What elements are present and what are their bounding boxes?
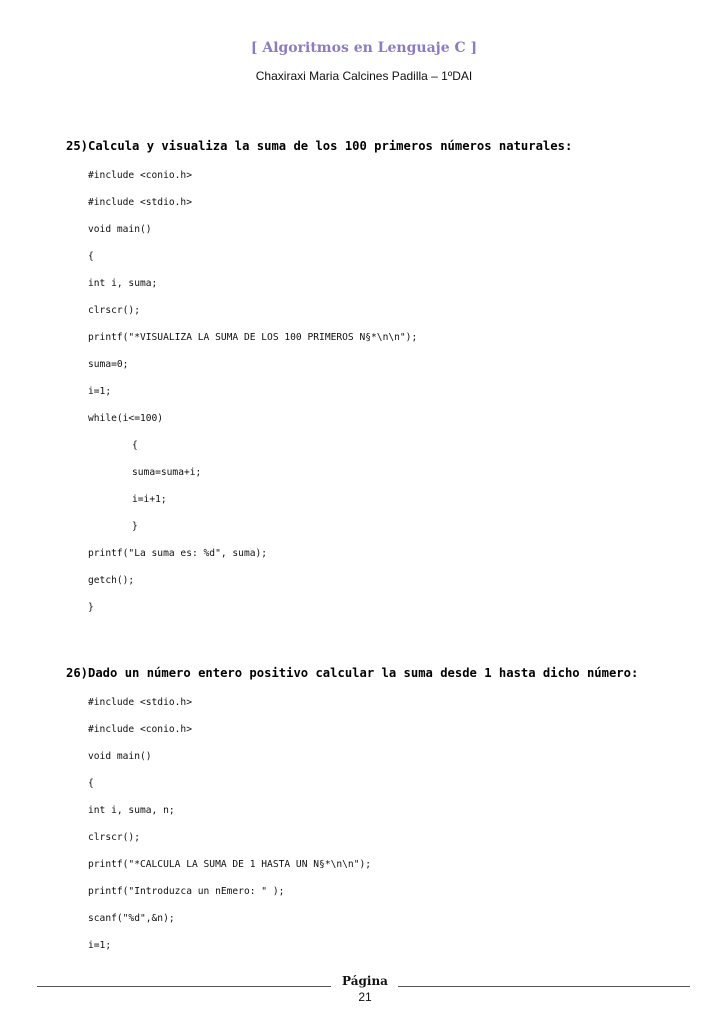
code-line: } — [132, 521, 138, 532]
code-line: while(i<=100) — [88, 413, 164, 424]
code-line: suma=suma+i; — [132, 467, 202, 478]
code-line: #include <stdio.h> — [88, 197, 192, 208]
code-line: { — [88, 778, 94, 789]
footer-page-label: Página — [342, 974, 388, 988]
code-line: suma=0; — [88, 359, 129, 370]
footer-rule-left — [37, 986, 331, 987]
code-line: int i, suma, n; — [88, 805, 175, 816]
code-line: i=1; — [88, 386, 112, 397]
section-title-26: 26)Dado un número entero positivo calcular la suma desde 1 hasta dicho número: — [66, 666, 639, 680]
code-line: #include <conio.h> — [88, 724, 192, 735]
code-line: scanf("%d",&n); — [88, 913, 175, 924]
footer-page-number: 21 — [358, 990, 372, 1004]
code-line: int i, suma; — [88, 278, 158, 289]
code-line: void main() — [88, 751, 152, 762]
code-line: void main() — [88, 224, 152, 235]
section-title-25: 25)Calcula y visualiza la suma de los 100 primeros números naturales: — [66, 139, 573, 153]
code-line: } — [88, 602, 94, 613]
code-line: { — [132, 440, 138, 451]
code-line: printf("La suma es: %d", suma); — [88, 548, 268, 559]
code-line: clrscr(); — [88, 832, 140, 843]
code-line: clrscr(); — [88, 305, 140, 316]
code-line: #include <stdio.h> — [88, 697, 192, 708]
document-author: Chaxiraxi Maria Calcines Padilla – 1ºDAI — [255, 69, 473, 83]
code-line: i=i+1; — [132, 494, 167, 505]
document-title: [ Algoritmos en Lenguaje C ] — [250, 40, 478, 56]
code-line: printf("Introduzca un nEmero: " ); — [88, 886, 285, 897]
footer-rule-right — [398, 986, 690, 987]
code-line: #include <conio.h> — [88, 170, 192, 181]
code-line: printf("*VISUALIZA LA SUMA DE LOS 100 PRIMEROS N§*\n\n"); — [88, 332, 418, 343]
code-line: printf("*CALCULA LA SUMA DE 1 HASTA UN N§*\n\n"); — [88, 859, 372, 870]
code-line: i=1; — [88, 940, 112, 951]
code-line: getch(); — [88, 575, 135, 586]
code-line: { — [88, 251, 94, 262]
